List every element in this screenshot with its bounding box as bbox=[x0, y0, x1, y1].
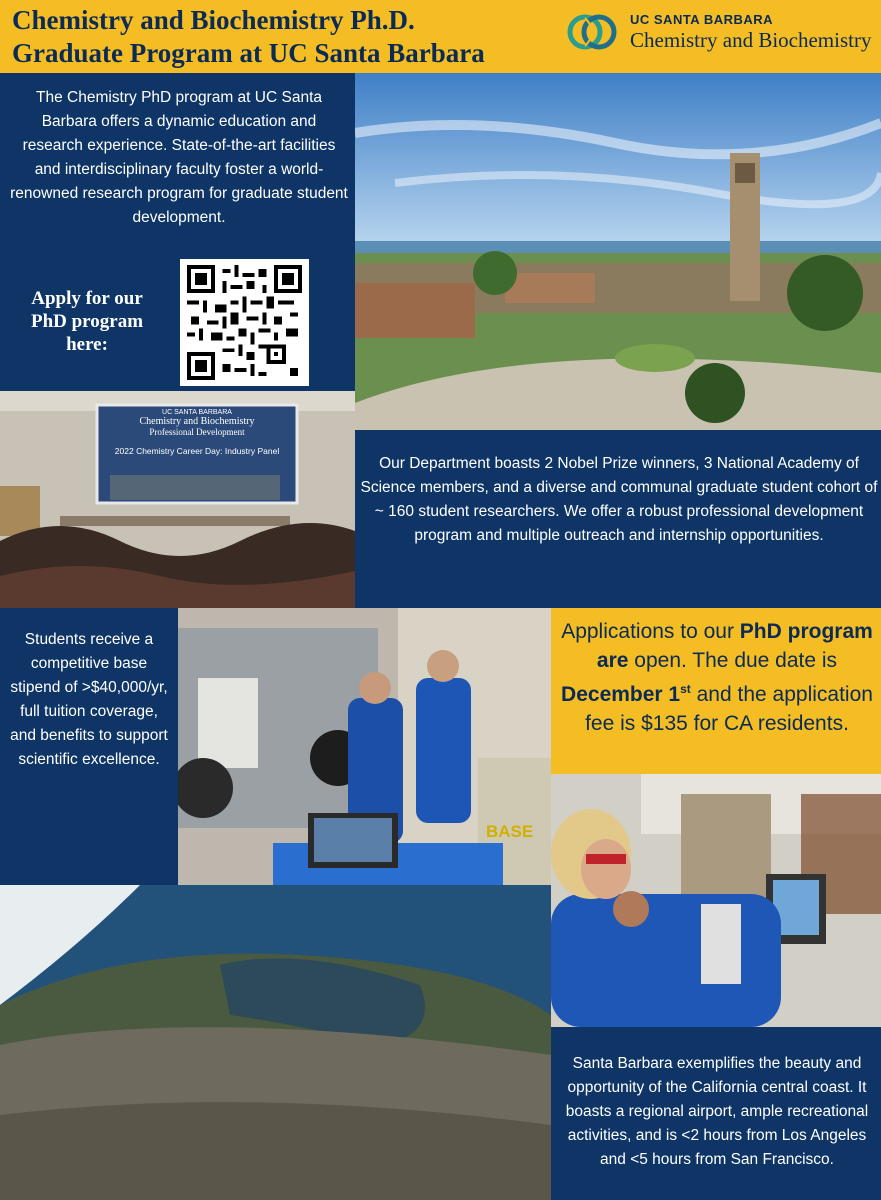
title-line-1: Chemistry and Biochemistry Ph.D. bbox=[12, 5, 415, 35]
slide-subtitle: Professional Development bbox=[149, 427, 245, 437]
intro-text: The Chemistry PhD program at UC Santa Barbara offers a dynamic education and research experience. State-of-the-art facilities and interdisciplinary faculty foster a world-renowned research program for graduate student development. bbox=[10, 89, 348, 226]
slide-brand-name: Chemistry and Biochemistry bbox=[139, 416, 255, 427]
logo-university: UC SANTA BARBARA bbox=[630, 12, 774, 27]
apply-heading: Apply for our PhD program here: bbox=[30, 288, 144, 355]
applications-text: Applications to our PhD program are open. The due date is December 1st and the application fee is $135 for CA residents. bbox=[561, 620, 873, 735]
career-panel-photo bbox=[0, 391, 355, 608]
apply-qr-code[interactable] bbox=[180, 259, 309, 386]
department-text: Our Department boasts 2 Nobel Prize winners, 3 National Academy of Science members, and a diverse and communal graduate student cohort of ~ 160 student researchers. We offer a robust professional development program and multiple outreach and internship opportunities. bbox=[360, 455, 878, 544]
santa-barbara-text: Santa Barbara exemplifies the beauty and opportunity of the California central coast. It boasts a regional airport, ample recreational activities, and is <2 hours from Los Angeles and <5 hours from San Francisco. bbox=[565, 1055, 869, 1168]
title-line-2: Graduate Program at UC Santa Barbara bbox=[12, 38, 485, 68]
campus-storke-tower-photo bbox=[355, 73, 881, 430]
ucsb-logo-icon bbox=[563, 10, 623, 54]
slide-title: 2022 Chemistry Career Day: Industry Panel bbox=[114, 446, 280, 456]
base-box-label: BASE bbox=[486, 822, 534, 841]
page-title bbox=[12, 4, 552, 70]
slide-brand-top: UC SANTA BARBARA bbox=[162, 409, 232, 416]
campus-aerial-photo bbox=[0, 885, 551, 1200]
stipend-text: Students receive a competitive base stipend of >$40,000/yr, full tuition coverage, and benefits to support scientific excellence. bbox=[10, 631, 168, 768]
lab-researchers-photo bbox=[551, 774, 881, 1027]
logo-department: Chemistry and Biochemistry bbox=[630, 28, 872, 52]
lab-students-photo bbox=[178, 608, 551, 885]
